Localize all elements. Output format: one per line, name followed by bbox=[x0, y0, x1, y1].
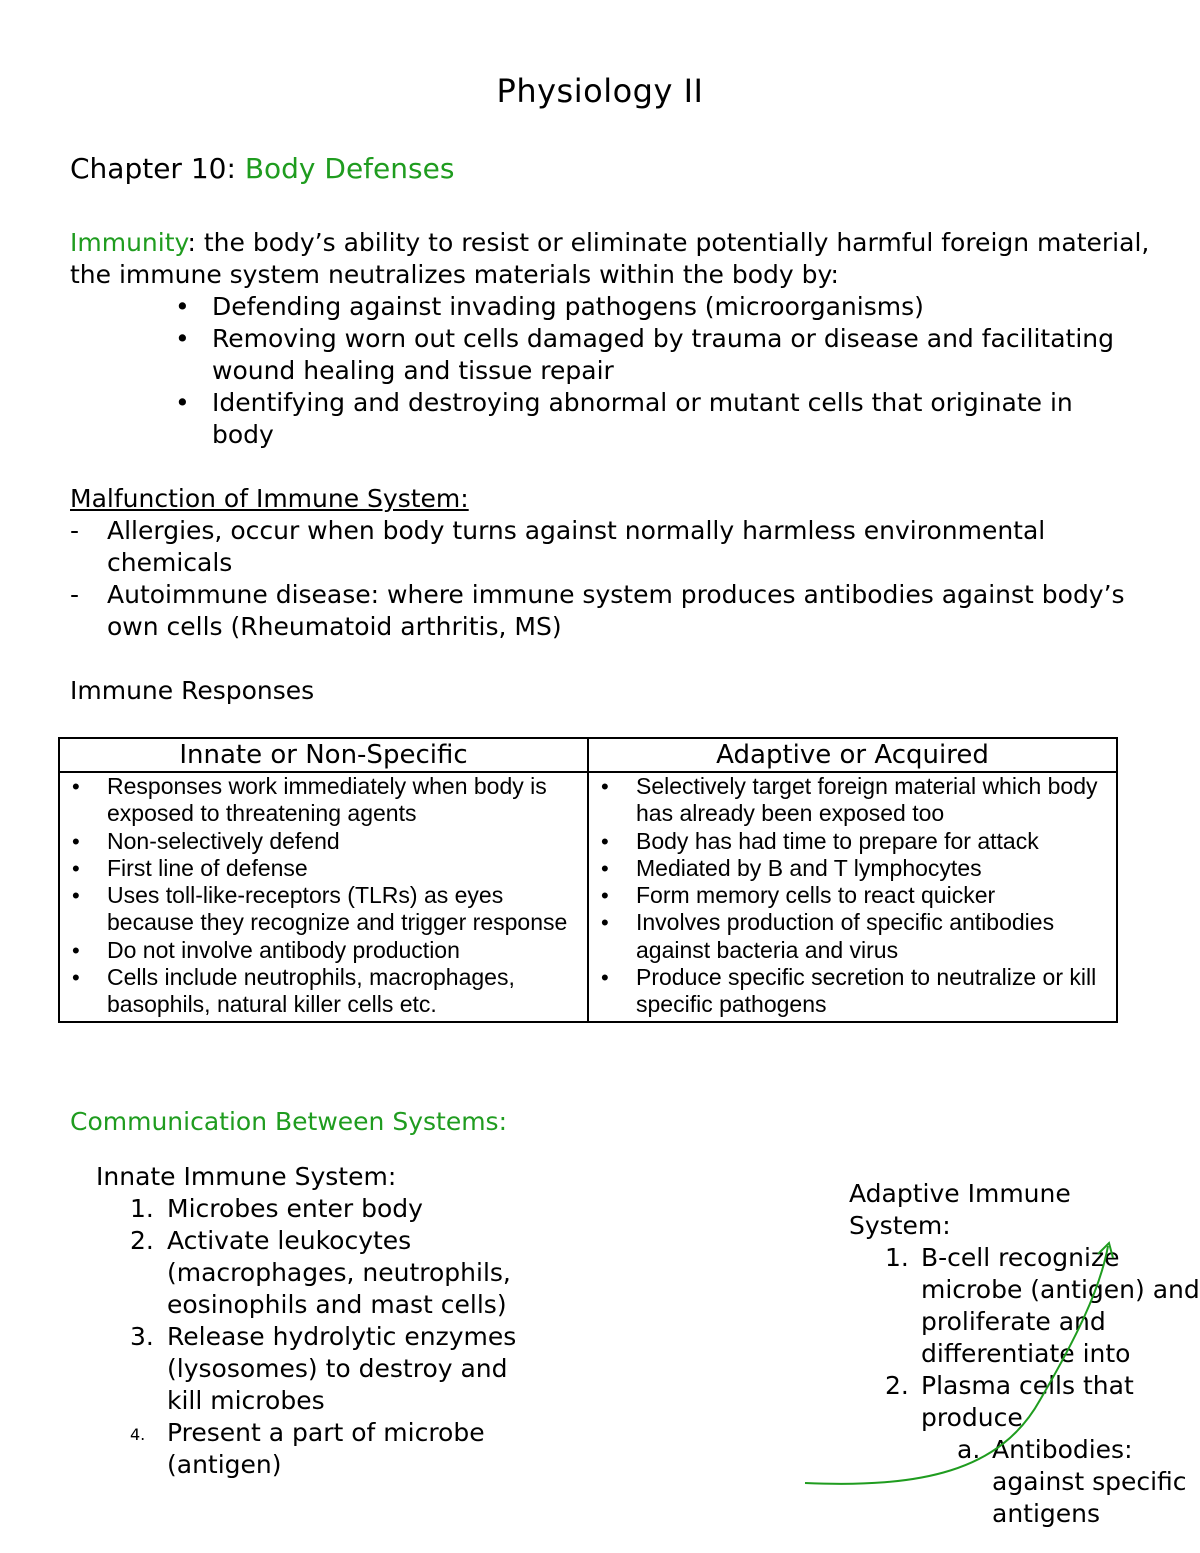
substep-letter: a. bbox=[957, 1435, 981, 1464]
list-item: - Allergies, occur when body turns against normally harmless environmental chemicals bbox=[70, 515, 1150, 579]
step-number: 2. bbox=[885, 1371, 909, 1400]
list-item: • Uses toll-like-receptors (TLRs) as eyes because they recognize and trigger response bbox=[66, 882, 579, 937]
step-text: B-cell recognize microbe (antigen) and proliferate and differentiate into bbox=[921, 1243, 1200, 1368]
immune-responses-heading: Immune Responses bbox=[70, 676, 315, 705]
list-item: • Involves production of specific antibodies against bacteria and virus bbox=[595, 909, 1108, 964]
step-number: 1. bbox=[130, 1194, 154, 1223]
substep-text: Antibodies: against specific antigens bbox=[992, 1435, 1187, 1528]
step-number: 4. bbox=[130, 1425, 146, 1444]
chapter-name: Body Defenses bbox=[244, 152, 455, 185]
step-number: 2. bbox=[130, 1226, 154, 1255]
list-item: • Identifying and destroying abnormal or mutant cells that originate in body bbox=[175, 387, 1135, 451]
step-text: Release hydrolytic enzymes (lysosomes) to destroy and kill microbes bbox=[167, 1322, 517, 1415]
list-item: • Body has had time to prepare for attack bbox=[595, 828, 1108, 855]
list-item: • Produce specific secretion to neutralize or kill specific pathogens bbox=[595, 964, 1108, 1019]
list-item: • Responses work immediately when body is exposed to threatening agents bbox=[66, 773, 579, 828]
step-text: Present a part of microbe (antigen) bbox=[167, 1418, 485, 1479]
communication-heading: Communication Between Systems: bbox=[70, 1107, 507, 1136]
list-item: - Autoimmune disease: where immune system produces antibodies against body’s own cells (Rheumatoid arthritis, MS) bbox=[70, 579, 1150, 643]
immunity-term: Immunity bbox=[70, 228, 188, 257]
list-item: • First line of defense bbox=[66, 855, 579, 882]
document-title: Physiology II bbox=[496, 72, 704, 110]
malfunction-heading: Malfunction of Immune System: bbox=[70, 484, 469, 513]
list-item: • Selectively target foreign material which body has already been exposed too bbox=[595, 773, 1108, 828]
step-text: Microbes enter body bbox=[167, 1194, 423, 1223]
step-number: 3. bbox=[130, 1322, 154, 1351]
immunity-definition-text: : the body’s ability to resist or eliminate potentially harmful foreign material, the immune system neutralizes materials within the body by: bbox=[70, 228, 1150, 289]
table-header-adaptive: Adaptive or Acquired bbox=[588, 738, 1117, 772]
table-header-innate: Innate or Non-Specific bbox=[59, 738, 588, 772]
step-text: Activate leukocytes (macrophages, neutrophils, eosinophils and mast cells) bbox=[167, 1226, 511, 1319]
list-item: • Cells include neutrophils, macrophages, basophils, natural killer cells etc. bbox=[66, 964, 579, 1019]
list-item: • Mediated by B and T lymphocytes bbox=[595, 855, 1108, 882]
list-item: • Non-selectively defend bbox=[66, 828, 579, 855]
list-item: • Do not involve antibody production bbox=[66, 937, 579, 964]
adaptive-system-heading: Adaptive Immune System: bbox=[849, 1179, 1071, 1240]
list-item: • Form memory cells to react quicker bbox=[595, 882, 1108, 909]
chapter-prefix: Chapter 10: bbox=[70, 152, 245, 185]
list-item: • Removing worn out cells damaged by trauma or disease and facilitating wound healing and tissue repair bbox=[175, 323, 1135, 387]
arrow-line bbox=[805, 1246, 1108, 1484]
step-number: 1. bbox=[885, 1243, 909, 1272]
innate-system-heading: Innate Immune System: bbox=[96, 1162, 397, 1191]
step-text: Plasma cells that produce bbox=[921, 1371, 1134, 1432]
list-item: • Defending against invading pathogens (microorganisms) bbox=[175, 291, 1135, 323]
